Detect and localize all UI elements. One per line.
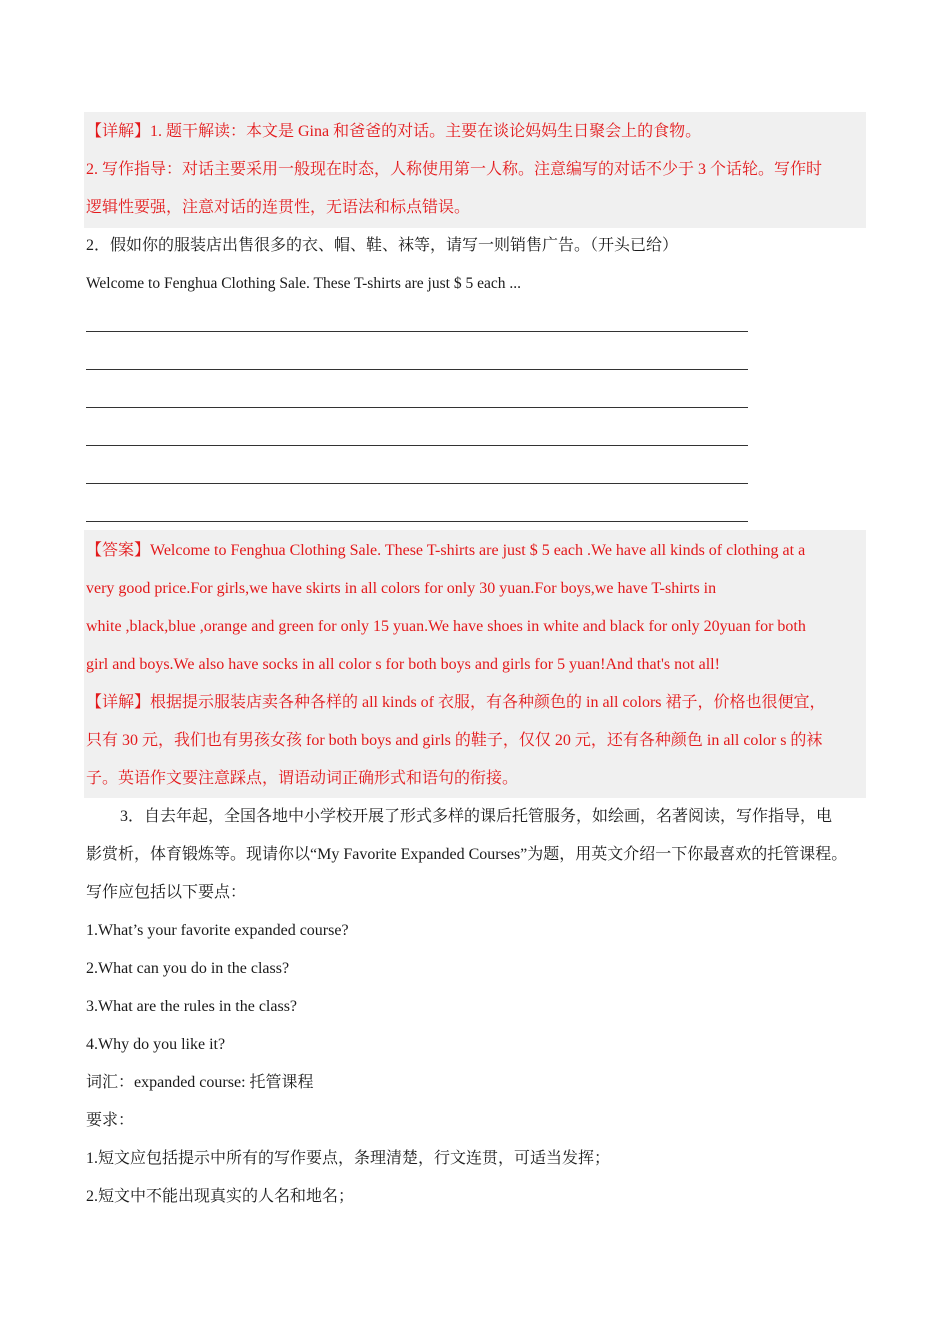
q2-detail-line-1: 【详解】根据提示服装店卖各种各样的 all kinds of 衣服，有各种颜色的 in all colors 裙子，价格也很便宜，: [86, 694, 826, 711]
writing-line-1: [86, 331, 748, 332]
q2-answer-line-1: 【答案】Welcome to Fenghua Clothing Sale. These T-shirts are just $ 5 each .We have all kinds of clothing at a: [86, 542, 806, 559]
q3-point-4: 4.Why do you like it?: [86, 1036, 226, 1053]
q1-detail-line-2: 2. 写作指导：对话主要采用一般现在时态，人称使用第一人称。注意编写的对话不少于 3 个话轮。写作时: [86, 161, 823, 178]
writing-line-6: [86, 521, 748, 522]
writing-line-2: [86, 369, 748, 370]
q3-requirements-title: 要求：: [86, 1112, 135, 1129]
q3-point-1: 1.What’s your favorite expanded course?: [86, 922, 349, 939]
writing-line-5: [86, 483, 748, 484]
q2-prompt: 2．假如你的服装店出售很多的衣、帽、鞋、袜等，请写一则销售广告。（开头已给）: [86, 237, 679, 254]
q1-detail-line-3: 逻辑性要强，注意对话的连贯性，无语法和标点错误。: [86, 199, 471, 216]
q3-line-2: 影赏析，体育锻炼等。现请你以“My Favorite Expanded Courses”为题，用英文介绍一下你最喜欢的托管课程。: [86, 846, 848, 863]
q2-detail-line-2: 只有 30 元，我们也有男孩女孩 for both boys and girls 的鞋子，仅仅 20 元，还有各种颜色 in all color s 的袜: [86, 732, 823, 749]
q2-answer-line-2: very good price.For girls,we have skirts in all colors for only 30 yuan.For boys,we have T-shirts in: [86, 580, 717, 597]
q3-line-1: 3．自去年起，全国各地中小学校开展了形式多样的课后托管服务，如绘画，名著阅读，写作指导，电: [120, 808, 833, 825]
q1-detail-line-1: 【详解】1. 题干解读：本文是 Gina 和爸爸的对话。主要在谈论妈妈生日聚会上的食物。: [86, 123, 702, 140]
q3-point-2: 2.What can you do in the class?: [86, 960, 290, 977]
writing-line-4: [86, 445, 748, 446]
q2-opening: Welcome to Fenghua Clothing Sale. These T-shirts are just $ 5 each ...: [86, 275, 521, 292]
q3-point-3: 3.What are the rules in the class?: [86, 998, 298, 1015]
writing-line-3: [86, 407, 748, 408]
q2-answer-line-3: white ,black,blue ,orange and green for only 15 yuan.We have shoes in white and black for only 20yuan for both: [86, 618, 806, 635]
q3-vocab: 词汇：expanded course: 托管课程: [86, 1074, 314, 1091]
q2-answer-line-4: girl and boys.We also have socks in all color s for both boys and girls for 5 yuan!And that's not all!: [86, 656, 720, 673]
q3-line-3: 写作应包括以下要点：: [86, 884, 247, 901]
q3-requirement-1: 1.短文应包括提示中所有的写作要点，条理清楚，行文连贯，可适当发挥；: [86, 1150, 611, 1167]
q2-detail-line-3: 子。英语作文要注意踩点，谓语动词正确形式和语句的衔接。: [86, 770, 519, 787]
q3-requirement-2: 2.短文中不能出现真实的人名和地名；: [86, 1188, 355, 1205]
